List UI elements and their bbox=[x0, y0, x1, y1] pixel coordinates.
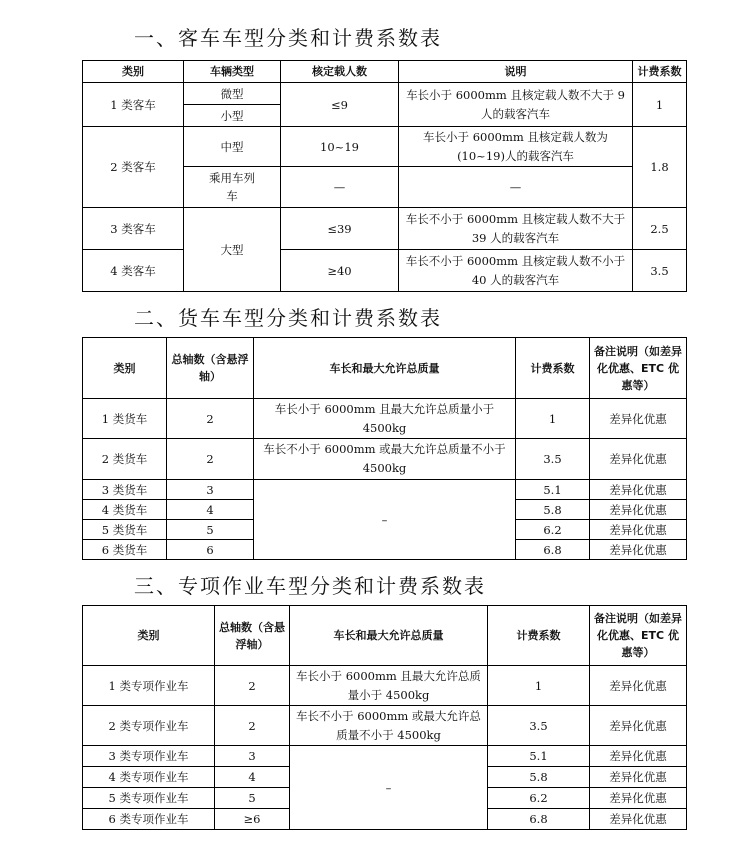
spec-merged-cell: – bbox=[254, 480, 516, 560]
header-remark: 备注说明（如差异化优惠、ETC 优惠等） bbox=[590, 338, 687, 399]
coefficient-cell: 2.5 bbox=[633, 208, 687, 250]
table-row bbox=[83, 439, 687, 480]
description-cell: 车长小于 6000mm 且核定载人数不大于 9 人的载客汽车 bbox=[399, 83, 633, 127]
spec-merged-cell: – bbox=[290, 746, 488, 830]
header-spec: 车长和最大允许总质量 bbox=[290, 606, 488, 666]
category-cell: 4 类专项作业车 bbox=[83, 767, 215, 788]
table-row bbox=[83, 399, 687, 439]
category-cell: 6 类货车 bbox=[83, 540, 167, 560]
capacity-cell: ≤39 bbox=[281, 208, 399, 250]
category-cell: 5 类货车 bbox=[83, 520, 167, 540]
table-row bbox=[83, 208, 687, 250]
spec-cell: 车长小于 6000mm 且最大允许总质量小于 4500kg bbox=[254, 399, 516, 439]
category-cell: 4 类客车 bbox=[83, 250, 184, 292]
coefficient-cell: 6.2 bbox=[488, 788, 590, 809]
category-cell: 3 类客车 bbox=[83, 208, 184, 250]
table-row bbox=[83, 480, 687, 500]
description-cell: 车长不小于 6000mm 且核定载人数不大于 39 人的载客汽车 bbox=[399, 208, 633, 250]
header-coefficient: 计费系数 bbox=[516, 338, 590, 399]
header-spec: 车长和最大允许总质量 bbox=[254, 338, 516, 399]
axles-cell: 2 bbox=[215, 706, 290, 746]
axles-cell: 6 bbox=[167, 540, 254, 560]
vehicle-type-cell: 小型 bbox=[184, 105, 281, 127]
header-coefficient: 计费系数 bbox=[633, 61, 687, 83]
axles-cell: 5 bbox=[167, 520, 254, 540]
remark-cell: 差异化优惠 bbox=[590, 706, 687, 746]
coefficient-cell: 5.8 bbox=[516, 500, 590, 520]
remark-cell: 差异化优惠 bbox=[590, 540, 687, 560]
remark-cell: 差异化优惠 bbox=[590, 767, 687, 788]
remark-cell: 差异化优惠 bbox=[590, 500, 687, 520]
special-vehicle-table bbox=[82, 605, 687, 830]
coefficient-cell: 3.5 bbox=[516, 439, 590, 480]
header-coefficient: 计费系数 bbox=[488, 606, 590, 666]
axles-cell: ≥6 bbox=[215, 809, 290, 830]
spec-cell: 车长小于 6000mm 且最大允许总质量小于 4500kg bbox=[290, 666, 488, 706]
axles-cell: 2 bbox=[167, 439, 254, 480]
capacity-cell: ≥40 bbox=[281, 250, 399, 292]
axles-cell: 2 bbox=[215, 666, 290, 706]
category-cell: 3 类专项作业车 bbox=[83, 746, 215, 767]
coefficient-cell: 1 bbox=[633, 83, 687, 127]
header-category: 类别 bbox=[83, 61, 184, 83]
coefficient-cell: 5.8 bbox=[488, 767, 590, 788]
category-cell: 2 类客车 bbox=[83, 127, 184, 208]
table-header-row bbox=[83, 606, 687, 666]
remark-cell: 差异化优惠 bbox=[590, 809, 687, 830]
remark-cell: 差异化优惠 bbox=[590, 666, 687, 706]
remark-cell: 差异化优惠 bbox=[590, 480, 687, 500]
table-row bbox=[83, 746, 687, 767]
description-cell: — bbox=[399, 167, 633, 208]
category-cell: 1 类货车 bbox=[83, 399, 167, 439]
section-title-special-vehicle: 三、专项作业车型分类和计费系数表 bbox=[134, 574, 486, 598]
category-cell: 6 类专项作业车 bbox=[83, 809, 215, 830]
remark-cell: 差异化优惠 bbox=[590, 439, 687, 480]
coefficient-cell: 1 bbox=[488, 666, 590, 706]
vehicle-type-cell: 乘用车列车 bbox=[184, 167, 281, 208]
axles-cell: 2 bbox=[167, 399, 254, 439]
table-header-row bbox=[83, 338, 687, 399]
coefficient-cell: 3.5 bbox=[488, 706, 590, 746]
header-description: 说明 bbox=[399, 61, 633, 83]
coefficient-cell: 5.1 bbox=[516, 480, 590, 500]
spec-cell: 车长不小于 6000mm 或最大允许总质量不小于 4500kg bbox=[290, 706, 488, 746]
description-cell: 车长不小于 6000mm 且核定载人数不小于 40 人的载客汽车 bbox=[399, 250, 633, 292]
axles-cell: 4 bbox=[167, 500, 254, 520]
header-axles: 总轴数（含悬浮轴） bbox=[215, 606, 290, 666]
table-row bbox=[83, 250, 687, 292]
section-title-truck: 二、货车车型分类和计费系数表 bbox=[134, 306, 442, 330]
vehicle-type-cell: 微型 bbox=[184, 83, 281, 105]
remark-cell: 差异化优惠 bbox=[590, 746, 687, 767]
remark-cell: 差异化优惠 bbox=[590, 399, 687, 439]
axles-cell: 3 bbox=[167, 480, 254, 500]
header-remark: 备注说明（如差异化优惠、ETC 优惠等） bbox=[590, 606, 687, 666]
header-category: 类别 bbox=[83, 338, 167, 399]
coefficient-cell: 1 bbox=[516, 399, 590, 439]
header-category: 类别 bbox=[83, 606, 215, 666]
table-header-row bbox=[83, 61, 687, 83]
vehicle-type-cell: 大型 bbox=[184, 208, 281, 292]
axles-cell: 5 bbox=[215, 788, 290, 809]
table-row bbox=[83, 666, 687, 706]
passenger-vehicle-table bbox=[82, 60, 687, 292]
coefficient-cell: 6.8 bbox=[516, 540, 590, 560]
category-cell: 4 类货车 bbox=[83, 500, 167, 520]
category-cell: 2 类货车 bbox=[83, 439, 167, 480]
truck-table bbox=[82, 337, 687, 560]
table-row bbox=[83, 127, 687, 167]
capacity-cell: — bbox=[281, 167, 399, 208]
category-cell: 1 类专项作业车 bbox=[83, 666, 215, 706]
axles-cell: 3 bbox=[215, 746, 290, 767]
table-row bbox=[83, 706, 687, 746]
category-cell: 1 类客车 bbox=[83, 83, 184, 127]
header-vehicle-type: 车辆类型 bbox=[184, 61, 281, 83]
spec-cell: 车长不小于 6000mm 或最大允许总质量不小于 4500kg bbox=[254, 439, 516, 480]
header-capacity: 核定载人数 bbox=[281, 61, 399, 83]
coefficient-cell: 3.5 bbox=[633, 250, 687, 292]
description-cell: 车长小于 6000mm 且核定载人数为(10~19)人的载客汽车 bbox=[399, 127, 633, 167]
coefficient-cell: 6.2 bbox=[516, 520, 590, 540]
remark-cell: 差异化优惠 bbox=[590, 788, 687, 809]
remark-cell: 差异化优惠 bbox=[590, 520, 687, 540]
table-row bbox=[83, 83, 687, 105]
axles-cell: 4 bbox=[215, 767, 290, 788]
capacity-cell: 10~19 bbox=[281, 127, 399, 167]
header-axles: 总轴数（含悬浮轴） bbox=[167, 338, 254, 399]
coefficient-cell: 5.1 bbox=[488, 746, 590, 767]
coefficient-cell: 1.8 bbox=[633, 127, 687, 208]
category-cell: 3 类货车 bbox=[83, 480, 167, 500]
capacity-cell: ≤9 bbox=[281, 83, 399, 127]
category-cell: 5 类专项作业车 bbox=[83, 788, 215, 809]
coefficient-cell: 6.8 bbox=[488, 809, 590, 830]
category-cell: 2 类专项作业车 bbox=[83, 706, 215, 746]
section-title-passenger: 一、客车车型分类和计费系数表 bbox=[134, 26, 442, 50]
vehicle-type-cell: 中型 bbox=[184, 127, 281, 167]
